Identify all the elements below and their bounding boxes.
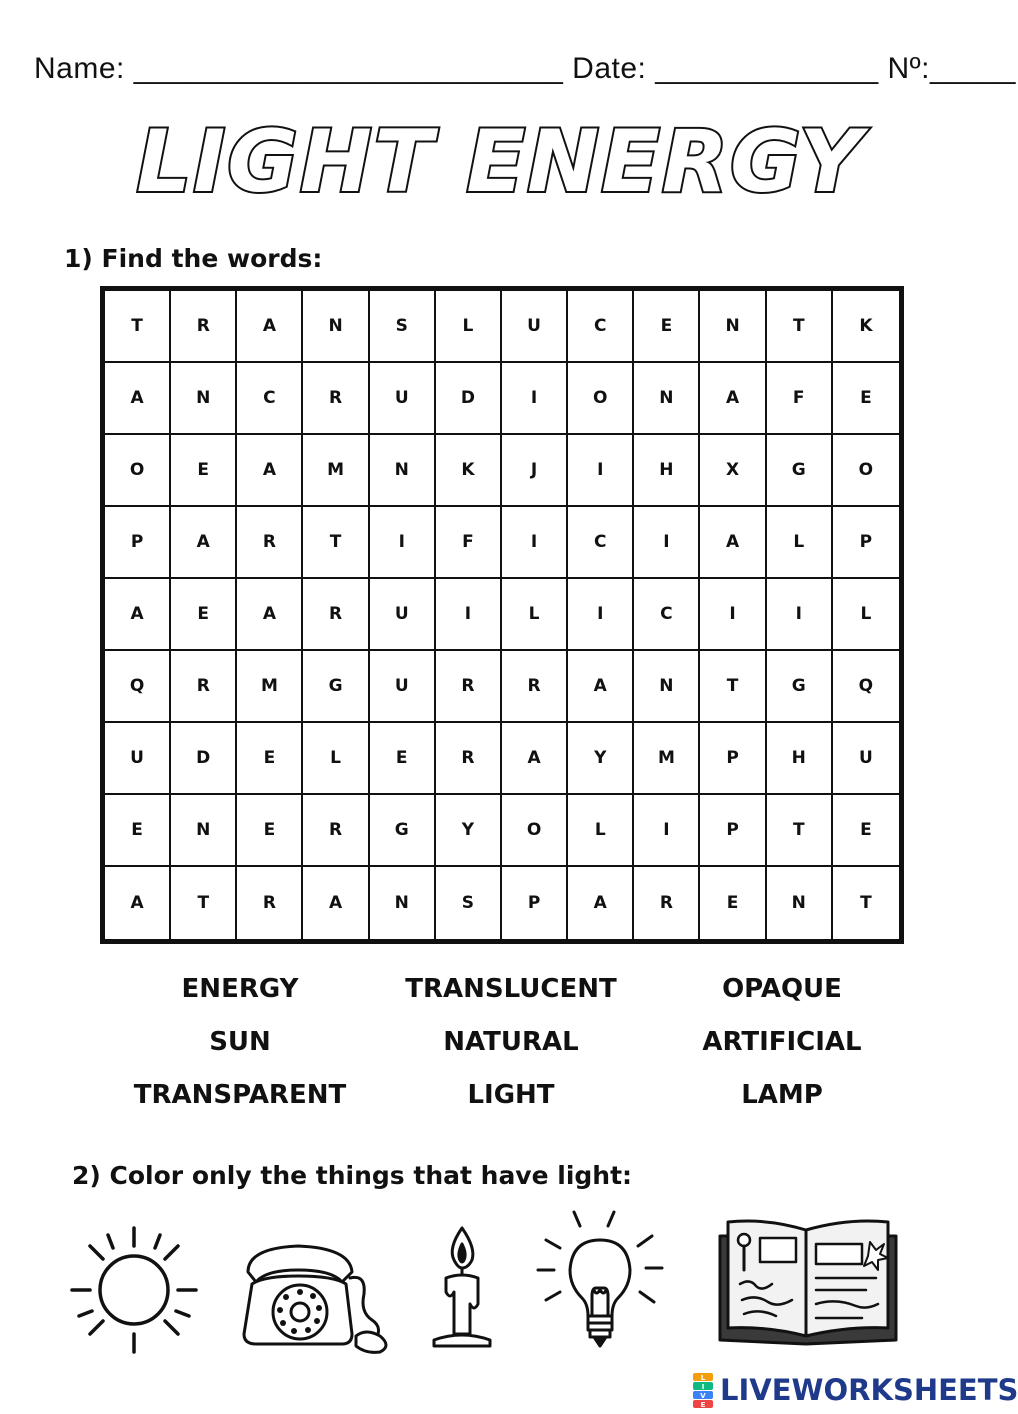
grid-cell[interactable]: S: [436, 867, 502, 939]
grid-cell[interactable]: J: [502, 435, 568, 507]
grid-cell[interactable]: M: [237, 651, 303, 723]
grid-cell[interactable]: I: [767, 579, 833, 651]
grid-cell[interactable]: C: [568, 291, 634, 363]
grid-cell[interactable]: C: [634, 579, 700, 651]
grid-cell[interactable]: M: [634, 723, 700, 795]
word-list-item: OPAQUE: [722, 974, 842, 1004]
grid-cell[interactable]: M: [303, 435, 369, 507]
grid-cell[interactable]: A: [568, 651, 634, 723]
grid-cell[interactable]: L: [833, 579, 899, 651]
grid-cell[interactable]: A: [105, 867, 171, 939]
grid-cell[interactable]: L: [568, 795, 634, 867]
grid-cell[interactable]: I: [436, 579, 502, 651]
liveworksheets-logo-icon: [692, 1372, 714, 1408]
grid-cell[interactable]: G: [767, 435, 833, 507]
page-title: LIGHT ENERGY: [136, 112, 864, 212]
date-label: Date:: [572, 52, 647, 85]
grid-cell[interactable]: E: [171, 435, 237, 507]
grid-cell[interactable]: A: [303, 867, 369, 939]
grid-cell[interactable]: R: [237, 507, 303, 579]
grid-cell[interactable]: E: [237, 723, 303, 795]
word-list-item: TRANSLUCENT: [405, 974, 617, 1004]
grid-cell[interactable]: N: [700, 291, 766, 363]
grid-cell[interactable]: R: [436, 651, 502, 723]
book-icon[interactable]: [716, 1212, 900, 1348]
grid-cell[interactable]: A: [105, 363, 171, 435]
grid-cell[interactable]: A: [237, 579, 303, 651]
telephone-icon[interactable]: [234, 1238, 396, 1354]
grid-cell[interactable]: I: [502, 363, 568, 435]
grid-cell[interactable]: K: [833, 291, 899, 363]
grid-cell[interactable]: R: [171, 651, 237, 723]
logo-text: LIVEWORKSHEETS: [720, 1373, 1018, 1407]
grid-cell[interactable]: U: [833, 723, 899, 795]
grid-cell[interactable]: U: [502, 291, 568, 363]
grid-cell[interactable]: I: [634, 507, 700, 579]
name-blank: _________________________: [133, 52, 564, 85]
grid-cell[interactable]: E: [634, 291, 700, 363]
grid-cell[interactable]: I: [700, 579, 766, 651]
grid-cell[interactable]: T: [767, 291, 833, 363]
grid-cell[interactable]: R: [303, 579, 369, 651]
grid-cell[interactable]: G: [767, 651, 833, 723]
grid-cell[interactable]: U: [105, 723, 171, 795]
grid-cell[interactable]: K: [436, 435, 502, 507]
grid-cell[interactable]: U: [370, 651, 436, 723]
candle-icon[interactable]: [424, 1222, 500, 1352]
name-label: Name:: [34, 52, 125, 85]
grid-cell[interactable]: N: [634, 651, 700, 723]
grid-cell[interactable]: T: [860, 893, 872, 913]
grid-cell[interactable]: N: [171, 363, 237, 435]
grid-cell[interactable]: G: [303, 651, 369, 723]
word-list-item: TRANSPARENT: [133, 1080, 347, 1110]
number-label: Nº:: [887, 52, 930, 85]
logo-letter-l: L: [700, 1374, 706, 1382]
grid-cell[interactable]: P: [105, 507, 171, 579]
grid-cell[interactable]: A: [700, 363, 766, 435]
grid-cell[interactable]: T: [105, 291, 171, 363]
grid-cell[interactable]: I: [370, 507, 436, 579]
sun-icon[interactable]: [66, 1222, 202, 1358]
logo-letter-v: V: [700, 1392, 706, 1400]
grid-cell[interactable]: L: [502, 579, 568, 651]
grid-cell[interactable]: I: [568, 435, 634, 507]
grid-cell[interactable]: P: [700, 795, 766, 867]
grid-cell[interactable]: I: [568, 579, 634, 651]
grid-cell[interactable]: O: [568, 363, 634, 435]
grid-cell[interactable]: N: [303, 291, 369, 363]
grid-cell[interactable]: A: [171, 507, 237, 579]
grid-cell[interactable]: E: [105, 795, 171, 867]
date-blank: _____________: [655, 52, 879, 85]
grid-cell[interactable]: F: [767, 363, 833, 435]
grid-cell[interactable]: E: [833, 795, 899, 867]
grid-cell[interactable]: N: [370, 867, 436, 939]
grid-cell[interactable]: N: [767, 867, 833, 939]
grid-cell[interactable]: R: [237, 867, 303, 939]
grid-cell[interactable]: D: [171, 723, 237, 795]
grid-cell[interactable]: Q: [833, 651, 899, 723]
word-search-grid[interactable]: [100, 286, 904, 944]
grid-cell[interactable]: G: [370, 795, 436, 867]
grid-cell[interactable]: L: [767, 507, 833, 579]
grid-cell[interactable]: U: [370, 579, 436, 651]
grid-cell[interactable]: U: [370, 363, 436, 435]
word-list: [100, 972, 922, 1113]
grid-cell[interactable]: H: [767, 723, 833, 795]
grid-cell[interactable]: P: [502, 867, 568, 939]
grid-cell[interactable]: R: [171, 291, 237, 363]
grid-cell[interactable]: R: [436, 723, 502, 795]
grid-cell[interactable]: E: [700, 867, 766, 939]
grid-cell[interactable]: E: [237, 795, 303, 867]
light-bulb-icon[interactable]: [534, 1206, 666, 1356]
grid-cell[interactable]: N: [370, 435, 436, 507]
grid-cell[interactable]: X: [700, 435, 766, 507]
grid-cell[interactable]: R: [303, 795, 369, 867]
grid-cell[interactable]: Y: [568, 723, 634, 795]
word-list-item: LAMP: [741, 1080, 823, 1110]
grid-cell[interactable]: E: [171, 579, 237, 651]
grid-cell[interactable]: A: [237, 435, 303, 507]
grid-cell[interactable]: H: [634, 435, 700, 507]
liveworksheets-logo[interactable]: [692, 1370, 1018, 1410]
grid-cell[interactable]: D: [436, 363, 502, 435]
logo-letter-e: E: [700, 1401, 706, 1409]
grid-cell[interactable]: O: [105, 435, 171, 507]
grid-cell[interactable]: P: [700, 723, 766, 795]
grid-cell[interactable]: A: [700, 507, 766, 579]
grid-cell[interactable]: T: [171, 867, 237, 939]
word-list-item: NATURAL: [443, 1027, 579, 1057]
student-info-line: [34, 52, 1016, 86]
grid-cell[interactable]: E: [370, 723, 436, 795]
grid-cell[interactable]: R: [502, 651, 568, 723]
word-list-item: LIGHT: [467, 1080, 555, 1110]
grid-cell[interactable]: P: [833, 507, 899, 579]
grid-cell[interactable]: I: [502, 507, 568, 579]
grid-cell[interactable]: A: [502, 723, 568, 795]
grid-cell[interactable]: L: [303, 723, 369, 795]
grid-cell[interactable]: E: [833, 363, 899, 435]
grid-cell[interactable]: A: [105, 579, 171, 651]
grid-cell[interactable]: A: [568, 867, 634, 939]
grid-cell[interactable]: L: [436, 291, 502, 363]
grid-cell[interactable]: C: [237, 363, 303, 435]
logo-letter-i: I: [701, 1383, 705, 1391]
grid-cell[interactable]: F: [436, 507, 502, 579]
grid-cell[interactable]: Y: [436, 795, 502, 867]
grid-cell[interactable]: N: [171, 795, 237, 867]
grid-cell[interactable]: S: [370, 291, 436, 363]
grid-cell[interactable]: R: [303, 363, 369, 435]
grid-cell[interactable]: N: [634, 363, 700, 435]
grid-cell[interactable]: R: [634, 867, 700, 939]
grid-cell[interactable]: T: [303, 507, 369, 579]
word-list-item: ENERGY: [181, 974, 299, 1004]
grid-cell[interactable]: C: [568, 507, 634, 579]
word-list-item: ARTIFICIAL: [702, 1027, 862, 1057]
grid-cell[interactable]: T: [700, 651, 766, 723]
grid-cell[interactable]: T: [767, 795, 833, 867]
section-1-title: 1) Find the words:: [64, 244, 323, 273]
section-2-title: 2) Color only the things that have light:: [72, 1161, 633, 1190]
grid-cell[interactable]: I: [634, 795, 700, 867]
word-list-item: SUN: [209, 1027, 271, 1057]
grid-cell[interactable]: Q: [105, 651, 171, 723]
grid-cell[interactable]: A: [237, 291, 303, 363]
grid-cell[interactable]: O: [833, 435, 899, 507]
number-blank: _____: [929, 52, 1016, 85]
grid-cell[interactable]: O: [502, 795, 568, 867]
